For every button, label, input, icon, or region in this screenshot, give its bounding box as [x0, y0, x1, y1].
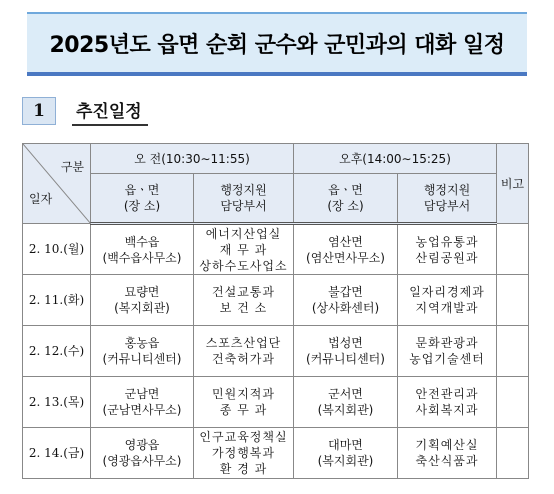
- dept-line: 가정행복과: [212, 446, 275, 460]
- table-row: [23, 224, 529, 275]
- pm-dept-header: 행정지원 담당부서: [398, 174, 497, 224]
- date-cell: 2. 10.(월): [23, 224, 91, 275]
- header-corner: [23, 144, 91, 224]
- dept-line: 에너지산업실: [205, 226, 282, 241]
- pm-town-cell: 법성면 (커뮤니티센터): [294, 326, 398, 377]
- am-header: 오 전(10:30∼11:55): [91, 144, 294, 174]
- dept-line: 재 무 과: [219, 242, 268, 257]
- dept-line: 민원지적과: [212, 387, 275, 401]
- pm-dept-cell: [398, 428, 497, 479]
- dept-line: 건설교통과: [212, 285, 275, 299]
- corner-date-label: 일자: [29, 192, 53, 206]
- dept-line: 사회복지과: [415, 403, 479, 417]
- remark-cell: [497, 224, 529, 275]
- remark-cell: [497, 428, 529, 479]
- dept-line: 환 경 과: [219, 462, 268, 476]
- schedule-table: [22, 143, 529, 479]
- dept-line: 보 건 소: [219, 301, 268, 315]
- am-dept-cell: [194, 428, 294, 479]
- am-dept-cell: [194, 326, 294, 377]
- dept-line: 일자리경제과: [409, 285, 485, 299]
- date-cell: 2. 11.(화): [23, 275, 91, 326]
- pm-header: 오후(14:00∼15:25): [294, 144, 497, 174]
- dept-line: 문화관광과: [415, 336, 479, 350]
- am-town-cell: 군남면 (군남면사무소): [91, 377, 194, 428]
- dept-line: 기획예산실: [415, 438, 479, 452]
- remark-cell: [497, 275, 529, 326]
- corner-category-label: 구분: [60, 160, 84, 174]
- section-heading: [22, 96, 148, 126]
- pm-town-cell: 불갑면 (상사화센터): [294, 275, 398, 326]
- table-row: [23, 377, 529, 428]
- document-title-box: [27, 12, 527, 76]
- document-title: 2025년도 읍면 순회 군수와 군민과의 대화 일정: [49, 32, 505, 58]
- remark-cell: [497, 326, 529, 377]
- dept-line: 농업기술센터: [409, 352, 485, 366]
- dept-line: 인구교육정책실: [199, 430, 288, 444]
- section-number: 1: [22, 97, 56, 125]
- pm-town-cell: 염산면 (염산면사무소): [294, 224, 398, 275]
- am-dept-cell: [194, 224, 294, 275]
- remark-header: 비고: [497, 144, 529, 224]
- pm-town-header: 읍ㆍ면 (장 소): [294, 174, 398, 224]
- dept-line: 축산식품과: [415, 454, 479, 468]
- dept-line: 안전관리과: [415, 387, 479, 401]
- dept-line: 산림공원과: [415, 250, 479, 265]
- dept-line: 스포츠산업단: [205, 336, 282, 350]
- pm-town-cell: 대마면 (복지회관): [294, 428, 398, 479]
- am-town-cell: 백수읍 (백수읍사무소): [91, 224, 194, 275]
- remark-cell: [497, 377, 529, 428]
- am-town-cell: 홍농읍 (커뮤니티센터): [91, 326, 194, 377]
- table-row: [23, 275, 529, 326]
- pm-dept-cell: [398, 275, 497, 326]
- am-dept-cell: [194, 377, 294, 428]
- am-town-header: 읍ㆍ면 (장 소): [91, 174, 194, 224]
- date-cell: 2. 14.(금): [23, 428, 91, 479]
- am-dept-cell: [194, 275, 294, 326]
- pm-town-cell: 군서면 (복지회관): [294, 377, 398, 428]
- am-town-cell: 영광읍 (영광읍사무소): [91, 428, 194, 479]
- dept-line: 농업유통과: [415, 234, 479, 249]
- pm-dept-cell: [398, 224, 497, 275]
- table-row: [23, 428, 529, 479]
- date-cell: 2. 12.(수): [23, 326, 91, 377]
- dept-line: 종 무 과: [219, 403, 268, 417]
- corner-diagonal: [23, 144, 91, 224]
- pm-dept-cell: [398, 377, 497, 428]
- table-row: [23, 326, 529, 377]
- am-town-cell: 묘량면 (복지회관): [91, 275, 194, 326]
- dept-line: 상하수도사업소: [199, 258, 288, 273]
- pm-dept-cell: [398, 326, 497, 377]
- section-title: 추진일정: [72, 97, 148, 126]
- am-dept-header: 행정지원 담당부서: [194, 174, 294, 224]
- dept-line: 건축허가과: [212, 352, 275, 366]
- date-cell: 2. 13.(목): [23, 377, 91, 428]
- dept-line: 지역개발과: [415, 301, 479, 315]
